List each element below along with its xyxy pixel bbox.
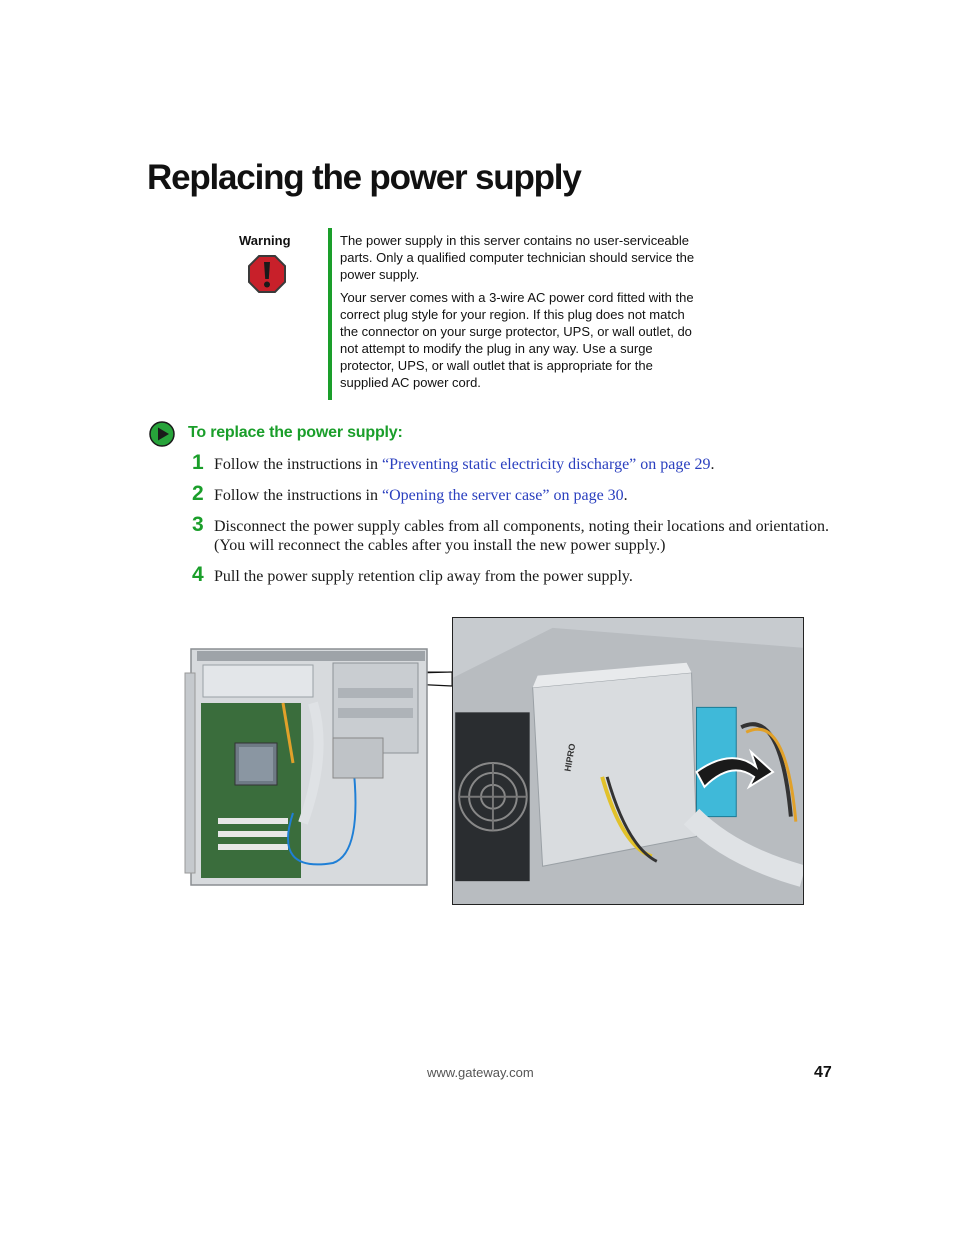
warning-stop-icon [248,255,286,293]
step-number: 3 [192,513,204,536]
step-text: Disconnect the power supply cables from all components, noting their locations and orientation. (You will reconnect the cables after you install the new power supply.) [214,518,829,554]
step-link[interactable]: “Preventing static electricity discharge” on page 29 [382,456,711,473]
play-arrow-icon [149,421,175,447]
footer-url: www.gateway.com [427,1065,534,1080]
step-link[interactable]: “Opening the server case” on page 30 [382,487,624,504]
warning-paragraph: The power supply in this server contains no user-serviceable parts. Only a qualified computer technician should service the power supply. [340,233,695,282]
step-number: 4 [192,563,204,586]
step-number: 1 [192,451,204,474]
warning-bar [328,228,332,400]
step-text-post: . [623,487,628,504]
warning-label: Warning [239,233,291,248]
psu-brand-label: HIPRO [562,742,578,773]
step-text: Pull the power supply retention clip away from the power supply. [214,568,633,585]
warning-text [340,232,700,397]
power-supply-detail-figure [452,617,804,905]
page-title: Replacing the power supply [147,158,581,197]
fan-icon [455,712,529,881]
step-text [214,486,834,505]
procedure-heading: To replace the power supply: [188,424,403,441]
step-text-pre: Follow the instructions in [214,487,382,504]
step-number: 2 [192,482,204,505]
page-number: 47 [814,1064,832,1081]
server-overview-figure [183,643,429,889]
step-text [214,455,834,474]
step-text-post: . [710,456,715,473]
warning-paragraph: Your server comes with a 3-wire AC power cord fitted with the correct plug style for your region. If this plug does not match the connector on your surge protector, UPS, or wall outlet, do not attempt to modify the plug in any way. Use a surge protector, UPS, or wall outlet that is appropriate for the supplied AC power cord. [340,290,694,390]
step-text-pre: Follow the instructions in [214,456,382,473]
